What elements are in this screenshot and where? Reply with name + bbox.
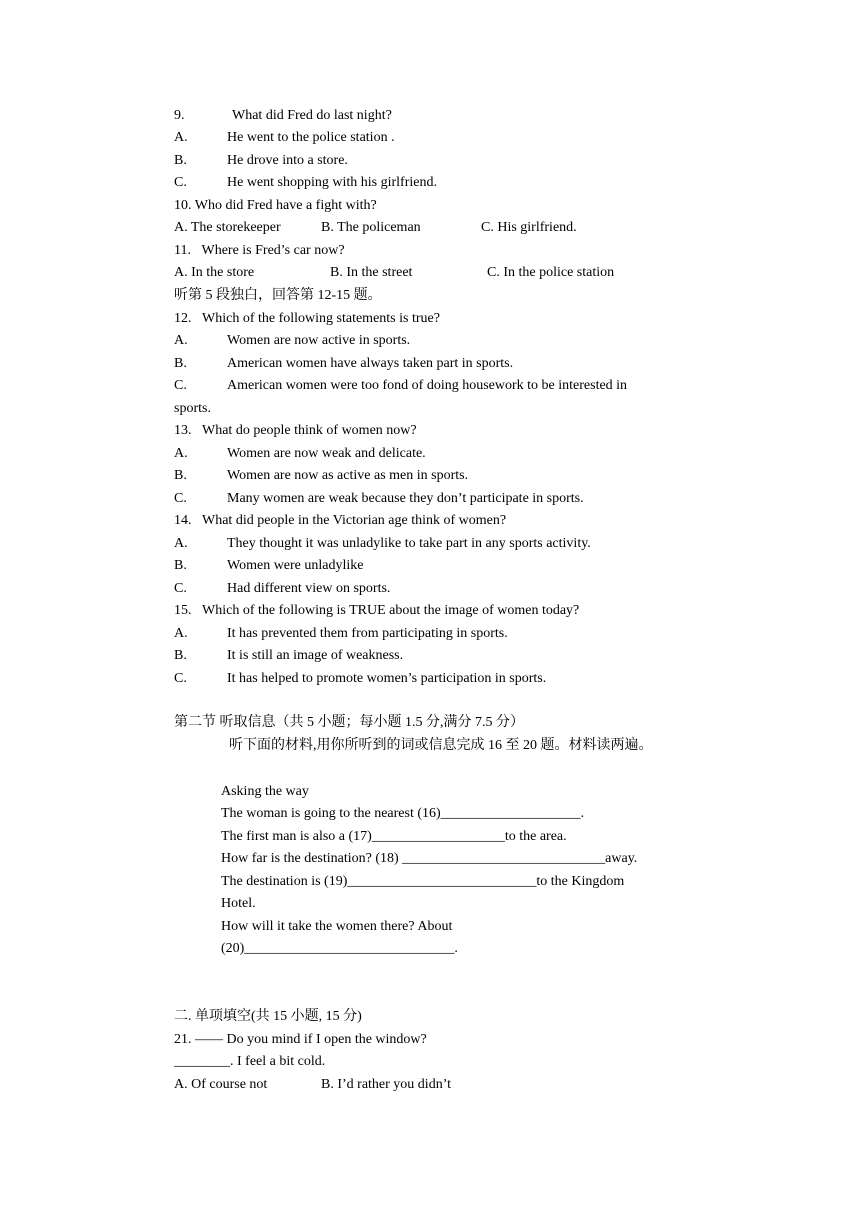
q9-option-a-text: He went to the police station . [227,130,395,145]
q12-option-a-text: Women are now active in sports. [227,333,411,348]
blank-line-16: The woman is going to the nearest (16)____________________. [221,806,585,821]
q9-option-a-letter: A. [174,130,188,145]
part2-heading: 第二节 听取信息（共 5 小题；每小题 1.5 分,满分 7.5 分） [174,715,524,730]
q10-option-b: B. The policeman [321,220,421,235]
q9-option-c-text: He went shopping with his girlfriend. [227,175,437,190]
q11-option-c: C. In the police station [487,265,615,280]
blank-line-17: The first man is also a (17)___________________to the area. [221,829,567,844]
q15-option-a-letter: A. [174,626,188,641]
q10-option-a: A. The storekeeper [174,220,281,235]
q9-option-c-letter: C. [174,175,187,190]
q11-stem: 11. Where is Fred’s car now? [174,243,345,258]
q9-stem: What did Fred do last night? [232,108,392,123]
q11-option-a: A. In the store [174,265,255,280]
q13-option-c-letter: C. [174,491,187,506]
q15-option-c-letter: C. [174,671,187,686]
q21-option-b: B. I’d rather you didn’t [321,1077,451,1092]
q14-option-b-text: Women were unladylike [227,558,364,573]
blank-line-18: How far is the destination? (18) _____________________________away. [221,851,638,866]
asking-the-way-title: Asking the way [221,784,309,799]
q15-stem: 15. Which of the following is TRUE about the image of women today? [174,603,580,618]
q21-option-a: A. Of course not [174,1077,268,1092]
q14-option-a-letter: A. [174,536,188,551]
q11-option-b: B. In the street [330,265,413,280]
q15-option-c-text: It has helped to promote women’s participation in sports. [227,671,547,686]
part3-heading: 二. 单项填空(共 15 小题, 15 分) [174,1009,362,1024]
q14-option-c-text: Had different view on sports. [227,581,391,596]
q12-option-a-letter: A. [174,333,188,348]
q15-option-a-text: It has prevented them from participating in sports. [227,626,508,641]
blank-line-19: The destination is (19)___________________________to the Kingdom [221,874,625,889]
q9-number: 9. [174,108,185,123]
q14-option-a-text: They thought it was unladylike to take part in any sports activity. [227,536,591,551]
q12-option-c-continuation: sports. [174,401,211,416]
q13-option-b-text: Women are now as active as men in sports. [227,468,469,483]
blank-line-20-stem: How will it take the women there? About [221,919,453,934]
q15-option-b-letter: B. [174,648,187,663]
q13-option-a-text: Women are now weak and delicate. [227,446,426,461]
q12-option-b-letter: B. [174,356,187,371]
q13-option-b-letter: B. [174,468,187,483]
q15-option-b-text: It is still an image of weakness. [227,648,404,663]
q13-option-c-text: Many women are weak because they don’t participate in sports. [227,491,584,506]
q14-option-c-letter: C. [174,581,187,596]
q21-stem: 21. —— Do you mind if I open the window? [174,1032,427,1047]
q12-option-c-text: American women were too fond of doing housework to be interested in [227,378,628,393]
q14-option-b-letter: B. [174,558,187,573]
blank-line-19-continuation: Hotel. [221,896,256,911]
q9-option-b-text: He drove into a store. [227,153,348,168]
q12-option-b-text: American women have always taken part in sports. [227,356,514,371]
part2-instruction: 听下面的材料,用你所听到的词或信息完成 16 至 20 题。材料读两遍。 [229,738,653,753]
q10-option-c: C. His girlfriend. [481,220,577,235]
q13-option-a-letter: A. [174,446,188,461]
q21-reply: ________. I feel a bit cold. [174,1054,326,1069]
q13-stem: 13. What do people think of women now? [174,423,417,438]
q10-stem: 10. Who did Fred have a fight with? [174,198,377,213]
q12-stem: 12. Which of the following statements is true? [174,311,440,326]
section5-intro: 听第 5 段独白，回答第 12-15 题。 [174,288,382,303]
blank-line-20: (20)______________________________. [221,941,458,956]
q12-option-c-letter: C. [174,378,187,393]
q9-option-b-letter: B. [174,153,187,168]
q14-stem: 14. What did people in the Victorian age think of women? [174,513,507,528]
